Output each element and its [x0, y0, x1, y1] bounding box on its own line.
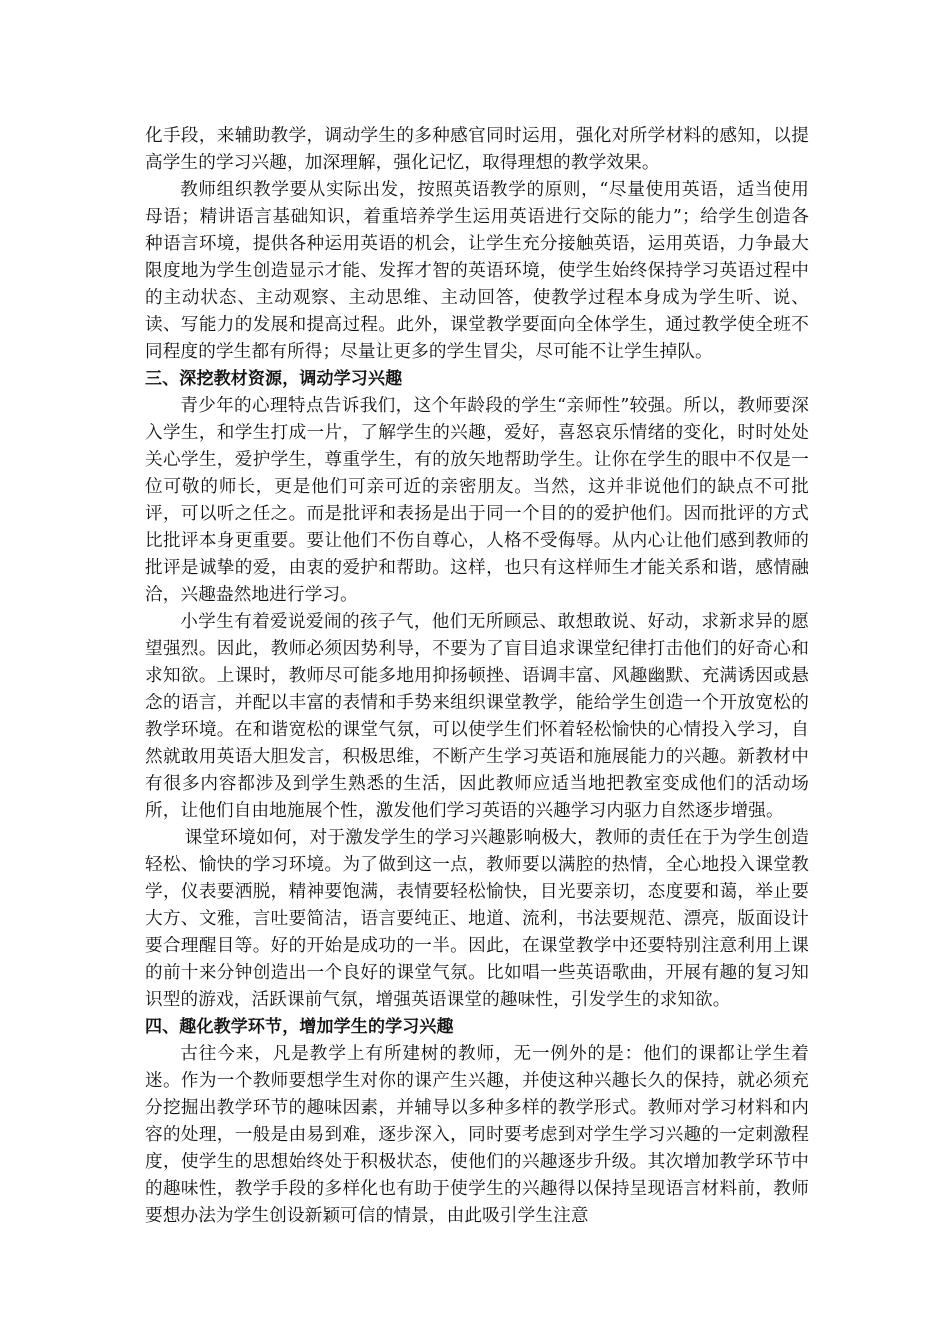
paragraph-adolescent-psychology: 青少年的心理特点告诉我们，这个年龄段的学生“亲师性”较强。所以，教师要深入学生，和学生打成一片，了解学生的兴趣，爱好，喜怒哀乐情绪的变化，时时处处关心学生，爱护学生，尊重学生，有的放矢地帮助学生。让你在学生的眼中不仅是一位可敬的师长，更是他们可亲可近的亲密朋友。当然，这并非说他们的缺点不可批评，可以听之任之。而是批评和表扬是出于同一个目的的爱护他们。因而批评的方式比批评本身更重要。要让他们不伤自尊心，人格不受侮辱。从内心让他们感到教师的批评是诚挚的爱，由衷的爱护和帮助。这样，也只有这样师生才能关系和谐，感情融洽，兴趣盎然地进行学习。 [145, 396, 809, 605]
paragraph-teaching-organization: 教师组织教学要从实际出发，按照英语教学的原则，“尽量使用英语，适当使用母语；精讲语言基础知识，着重培养学生运用英语进行交际的能力”；给学生创造各种语言环境，提供各种运用英语的机会，让学生充分接触英语，运用英语，力争最大限度地为学生创造显示才能、发挥才智的英语环境，使学生始终保持学习英语过程中的主动状态、主动观察、主动思维、主动回答，使教学过程本身成为学生听、说、读、写能力的发展和提高过程。此外，课堂教学要面向全体学生，通过教学使全班不同程度的学生都有所得；尽量让更多的学生冒尖，尽可能不让学生掉队。 [145, 180, 809, 362]
document-body [145, 123, 809, 1230]
paragraph-classroom-environment: 课堂环境如何，对于激发学生的学习兴趣影响极大，教师的责任在于为学生创造轻松、愉快的学习环境。为了做到这一点，教师要以满腔的热情，全心地投入课堂教学，仪表要洒脱，精神要饱满，表情要轻松愉快，目光要亲切，态度要和蔼，举止要大方、文雅，言吐要简洁，语言要纯正、地道、流利，书法要规范、漂亮，版面设计要合理醒目等。好的开始是成功的一半。因此，在课堂教学中还要特别注意利用上课的前十来分钟创造出一个良好的课堂气氛。比如唱一些英语歌曲，开展有趣的复习知识型的游戏，活跃课前气氛，增强英语课堂的趣味性，引发学生的求知欲。 [145, 828, 809, 1010]
paragraph-continued: 化手段，来辅助教学，调动学生的多种感官同时运用，强化对所学材料的感知，以提高学生的学习兴趣，加深理解，强化记忆，取得理想的教学效果。 [145, 126, 809, 173]
section-heading-3: 三、深挖教材资源，调动学习兴趣 [145, 369, 403, 389]
paragraph-pupils-curiosity: 小学生有着爱说爱闹的孩子气，他们无所顾忌、敢想敢说、好动，求新求异的愿望强烈。因此，教师必须因势利导，不要为了盲目追求课堂纪律打击他们的好奇心和求知欲。上课时，教师尽可能多地用抑扬顿挫、语调丰富、风趣幽默、充满诱因或悬念的语言，并配以丰富的表情和手势来组织课堂教学，能给学生创造一个开放宽松的教学环境。在和谐宽松的课堂气氛，可以使学生们怀着轻松愉快的心情投入学习，自然就敢用英语大胆发言，积极思维，不断产生学习英语和施展能力的兴趣。新教材中有很多内容都涉及到学生熟悉的生活，因此教师应适当地把教室变成他们的活动场所，让他们自由地施展个性，激发他们学习英语的兴趣学习内驱力自然逐步增强。 [145, 612, 809, 821]
paragraph-teaching-steps: 古往今来，凡是教学上有所建树的教师，无一例外的是：他们的课都让学生着迷。作为一个教师要想学生对你的课产生兴趣，并使这种兴趣长久的保持，就必须充分挖掘出教学环节的趣味因素，并辅导以多种多样的教学形式。教师对学习材料和内容的处理，一般是由易到难，逐步深入，同时要考虑到对学生学习兴趣的一定刺激程度，使学生的思想始终处于积极状态，使他们的兴趣逐步升级。其次增加教学环节中的趣味性，教学手段的多样化也有助于使学生的兴趣得以保持呈现语言材料前，教师要想办法为学生创设新颖可信的情景，由此吸引学生注意 [145, 1044, 809, 1226]
section-heading-4: 四、趣化教学环节，增加学生的学习兴趣 [145, 1017, 454, 1037]
